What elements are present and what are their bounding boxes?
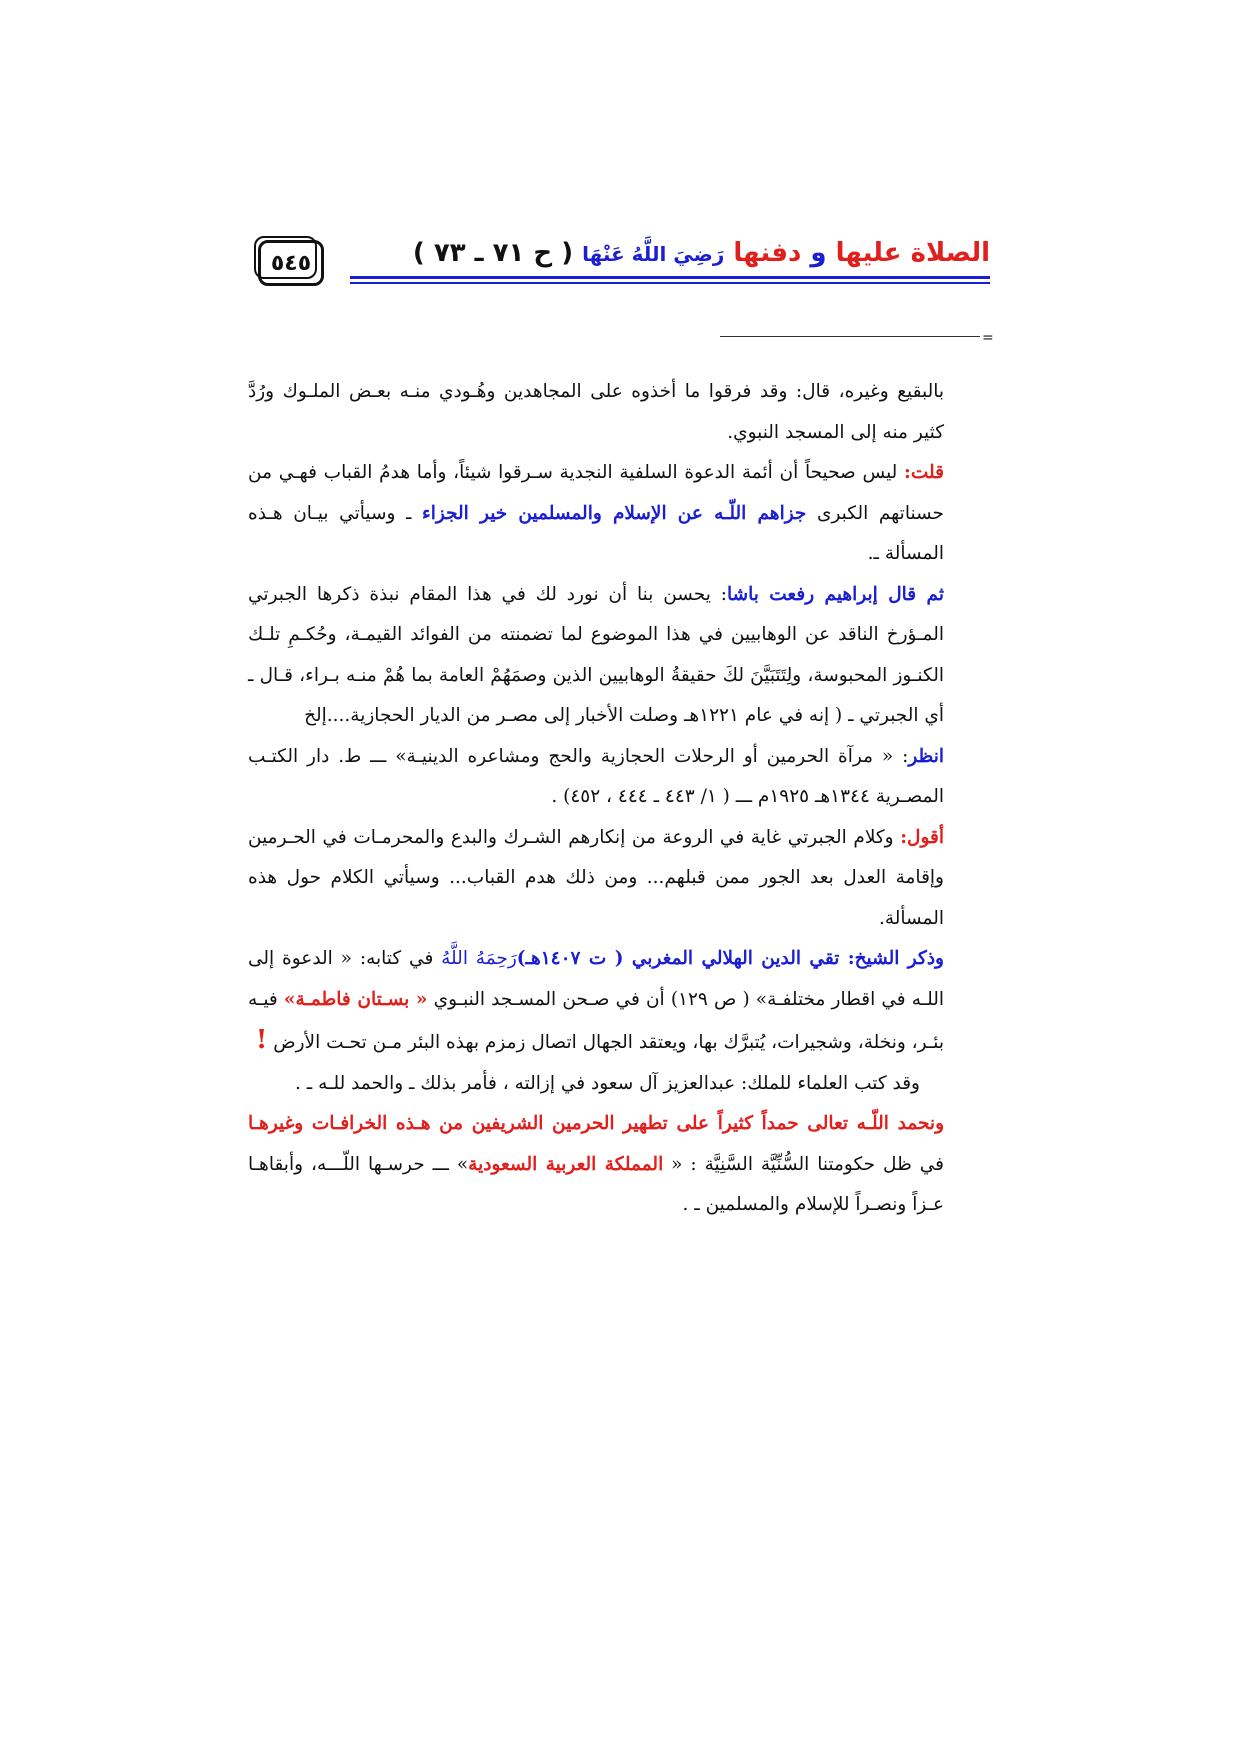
title-ref: ( ح ٧١ ـ ٧٣ ) <box>412 238 574 268</box>
p2-text2: ـ وسيأتي بيـان هـذه المسألة ـ. <box>248 502 944 564</box>
p5-text: وكلام الجبرتي غاية في الروعة من إنكارهم الشـرك والبدع والمحرمـات في الحـرمين وإقامة العدل بعد الجور ممن قبلهم... ومن ذلك هدم القباب... وسيأتي الكلام حول هذه المسألة. <box>248 826 944 929</box>
paragraph-6 <box>248 939 944 1064</box>
p2-highlight: جزاهم اللّـه عن الإسلام والمسلمين خير الجزاء <box>422 502 807 524</box>
header-rule-secondary <box>350 282 990 284</box>
running-title <box>413 238 990 268</box>
paragraph-8 <box>248 1104 944 1226</box>
footnote-rule <box>720 336 980 337</box>
p6-honorific: رَحِمَهُ اللَّهُ <box>441 948 517 969</box>
title-part1: الصلاة عليها <box>835 238 990 268</box>
page-number-text: ٥٤٥ <box>270 250 312 276</box>
page-number <box>258 240 324 286</box>
p6-text2: فيـه بئـر، ونخلة، وشجيرات، يُتبرَّك بها، ويعتقد الجهال اتصال زمزم بهذه البئر مـن تحـت الأرض <box>248 988 944 1053</box>
title-honorific: رَضِيَ اللَّهُ عَنْهَا <box>582 242 725 266</box>
p3-text: : يحسن بنا أن نورد لك في هذا المقام نبذة ذكرها الجبرتي المـؤرخ الناقد عن الوهابيين في هذا الموضوع لما تضمنته من الفوائد القيمـة، وحُكـمِ تلـك الكنـوز المحبوسة، ولِتَتَبَيَّنَ لكَ حقيقةُ الوهابيين الذين وصمَهُمْ العامة بما هُمْ منـه بـراء، قـال ـ أي الجبرتي ـ ( إنه في عام ١٢٢١هـ وصلت الأخبار إلى مصـر من الديار الحجازية....إلخ <box>248 583 944 726</box>
p8-kingdom: المملكة العربية السعودية <box>468 1153 664 1175</box>
p8-text2: » ـــ حرسـها اللّـــه، وأبقاهـا عـزاً ونصـراً للإسلام والمسلمين ـ . <box>248 1153 944 1215</box>
p5-label: أقول: <box>900 826 944 848</box>
p6-label: وذكر الشيخ: تقي الدين الهلالي المغربي ( ت ١٤٠٧هـ) <box>516 948 944 969</box>
header-rule <box>350 276 990 279</box>
p8-highlight: ونحمد اللّـه تعالى حمداً كثيراً على تطهير الحرمين الشريفين من هـذه الخرافـات وغيرهـا <box>248 1113 944 1134</box>
title-part3: دفنها <box>733 238 802 268</box>
title-part2: و <box>810 238 827 268</box>
paragraph-3 <box>248 575 944 737</box>
footnote-marker: = <box>982 330 994 346</box>
p1-text: بالبقيع وغيره، قال: وقد فرقوا ما أخذوه على المجاهدين وهُـودي منـه بعـض الملـوك ورُدَّ كثير منه إلى المسجد النبوي. <box>248 381 944 443</box>
p6-text1: في كتابه: « الدعوة إلى اللـه في اقطار مختلفـة» ( ص ١٢٩) أن في صـحن المسـجد النبـوي <box>248 948 944 1010</box>
p2-text1: ليس صحيحاً أن أئمة الدعوة السلفية النجدية سـرقوا شيئاً، وأما هدمُ القباب فهـي من حسناتهم الكبرى <box>248 462 944 524</box>
page-header <box>0 0 1240 300</box>
p4-text: : « مرآة الحرمين أو الرحلات الحجازية والحج ومشاعره الدينيـة» ـــ ط. دار الكتـب المصـرية ١٣٤٤هـ ١٩٢٥م ـــ ( ١/ ٤٤٣ ـ ٤٤٤ ، ٤٥٢) . <box>248 745 944 807</box>
main-text <box>248 372 944 1226</box>
paragraph-4 <box>248 737 944 818</box>
exclamation-mark: ! <box>255 1025 268 1055</box>
paragraph-2 <box>248 453 944 575</box>
paragraph-1 <box>248 372 944 453</box>
p8-text1: في ظل حكومتنا السُّنِّيَّة السَّنِيَّة : « <box>663 1153 944 1175</box>
p3-label: ثم قال إبراهيم رفعت باشا <box>726 583 944 605</box>
p6-highlight: « بسـتان فاطمـة» <box>283 988 428 1010</box>
p2-label: قلت: <box>904 462 944 483</box>
paragraph-5 <box>248 818 944 940</box>
p4-label: انظر <box>908 745 944 767</box>
paragraph-7 <box>248 1064 944 1105</box>
p7-text: وقد كتب العلماء للملك: عبدالعزيز آل سعود في إزالته ، فأمر بذلك ـ والحمد للـه ـ . <box>295 1072 920 1094</box>
